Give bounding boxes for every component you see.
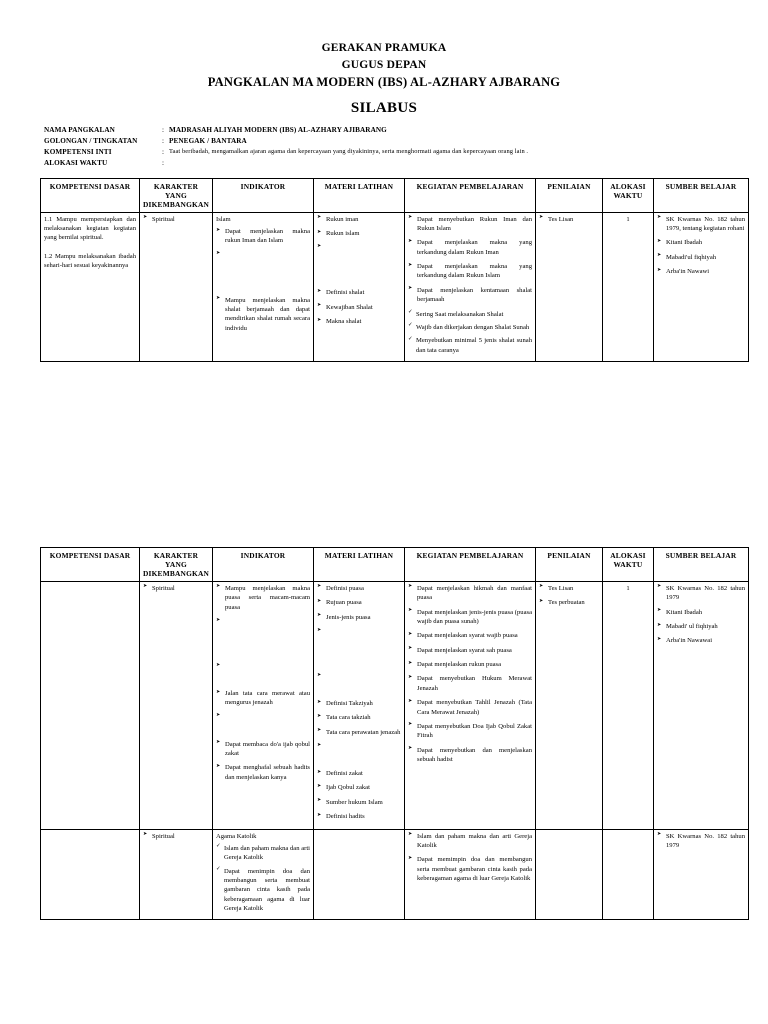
spacer [216,617,310,657]
col-header-sumber-belajar: SUMBER BELAJAR [654,547,749,581]
list-item: ➤ Dapat menjelaskan syarat sah puasa [408,646,532,655]
list-item: ➤ Definisi shalat [317,288,401,297]
list-item: ➤ Mampu menjelaskan makna shalat berjamaah dan dapat mendirikan shalat rumah secara individu [216,296,310,333]
identity-row [44,136,528,147]
kd-text: Mampu melaksanakan ibadah sehari-hari sesuai keyakinannya [44,252,137,270]
cell-indikator [213,212,314,361]
list-item: ➤ Kitani Ibadah [657,238,745,247]
col-header-penilaian: PENILAIAN [536,178,603,212]
col-header-sumber-belajar: SUMBER BELAJAR [654,178,749,212]
table-header-row [41,178,749,212]
list-item: ➤ Jenis-jenis puasa [317,613,401,622]
header-line-3: PANGKALAN MA MODERN (IBS) AL-AZHARY AJBARANG [207,75,561,90]
cell-alokasi-waktu: 1 [603,581,654,829]
list-item: ➤ Dapat menjelaskan makna rukun Iman dan Islam [216,227,310,246]
identity-row [44,125,528,136]
identity-colon: : [162,158,164,167]
list-item: ➤ SK Kwarnas No. 182 tahun 1979 [657,584,745,603]
spacer [317,742,401,764]
identity-colon: : [162,126,164,135]
list-item: ➤ Dapat menjelaskan syarat wajib puasa [408,631,532,640]
col-header-alokasi-waktu: ALOKASI WAKTU [603,178,654,212]
kd-entry [44,215,136,243]
list-item: ➤ Dapat menjelaskan makna yang terkandung dalam Rukun Iman [408,238,532,257]
list-item: ➤ Dapat menyebutkan dan menjelaskan sebuah hadist [408,746,532,765]
list-item: ➤ Dapat menjelaskan kentamaan shalat berjamaah [408,286,532,305]
cell-materi-latihan [314,212,405,361]
cell-penilaian [536,212,603,361]
list-item: ➤ SK Kwarnas No. 182 tahun 1979 [657,832,745,851]
spacer [216,662,310,684]
header-line-2: GUGUS DEPAN [341,58,427,71]
table-row [41,212,749,361]
cell-sumber-belajar [654,829,749,920]
table-row [41,581,749,829]
col-header-indikator: INDIKATOR [213,178,314,212]
list-item: ➤ Mampu menjelaskan makna puasa serta macam-macam puasa [216,584,310,612]
cell-sumber-belajar [654,581,749,829]
cell-alokasi-waktu [603,829,654,920]
table-row [41,829,749,920]
identity-value: MADRASAH ALIYAH MODERN (IBS) AL-AZHARY AJIBARANG [169,126,387,135]
list-item: ➤ Dapat menjelaskan jenis-jenis puasa (puasa wajib dan puasa sunah) [408,608,532,627]
list-item: ➤ Islam dan paham makna dan arti Gereja Katolik [408,832,532,851]
list-item: ➤ Rukun iman [317,215,401,224]
cell-karakter [140,581,213,829]
list-item: ✓ Sering Saat melaksanakan Shalat [408,310,532,319]
identity-label: ALOKASI WAKTU [44,158,108,167]
cell-kegiatan-pembelajaran [405,581,536,829]
identity-row [44,158,528,169]
col-header-materi-latihan: MATERI LATIHAN [314,547,405,581]
identity-value: Taat beribadah, mengamalkan ajaran agama dan kepercayaan yang diyakininya, serta menghormati agama dan kepercayaan orang lain . [169,148,529,156]
list-item: ➤ Rukun islam [317,229,401,238]
identity-label: GOLONGAN / TINGKATAN [44,137,138,146]
list-item: ➤ Dapat menjelaskan makna yang terkandung dalam Rukun Islam [408,262,532,281]
list-item: ➤ Rujuan puasa [317,598,401,607]
identity-colon: : [162,148,164,157]
indikator-subhead: Agama Katolik [216,832,257,840]
cell-sumber-belajar [654,212,749,361]
identity-value: PENEGAK / BANTARA [169,137,247,146]
list-item: ➤ Dapat membaca do'a ijab qobul zakat [216,740,310,759]
identity-row [44,147,528,158]
list-item: ➤ Definisi zakat [317,769,401,778]
cell-kompetensi-dasar [41,212,140,361]
list-item: ➤ Kewajiban Shalat [317,303,401,312]
col-header-materi-latihan: MATERI LATIHAN [314,178,405,212]
col-header-kegiatan-pembelajaran: KEGIATAN PEMBELAJARAN [405,178,536,212]
list-item: ➤ Tes perbuatan [539,598,599,607]
spacer [317,672,401,694]
list-item: ➤ Jalan tata cara merawat atau mengurus jenazah [216,689,310,708]
list-item: ➤ Definisi Takziyah [317,699,401,708]
cell-indikator [213,829,314,920]
list-item: ➤ Ijab Qobul zakat [317,783,401,792]
list-item: ➤ Arba'in Nawawai [657,636,745,645]
col-header-karakter: KARAKTER YANG DIKEMBANGKAN [140,178,213,212]
list-item: ✓ Menyebutkan minimal 5 jenis shalat sunah dan tata caranya [408,336,532,355]
kd-number: 1.2 [44,252,53,260]
list-item: ➤ SK Kwarnas No. 182 tahun 1979, tentang kegiatan rohani [657,215,745,234]
col-header-kompetensi-dasar: KOMPETENSI DASAR [41,547,140,581]
list-item: ➤ Dapat menyebutkan Rukun Iman dan Rukun Islam [408,215,532,234]
list-item: ➤ Spiritual [143,832,209,841]
list-item: ➤ Tata cara takziah [317,713,401,722]
list-item: ➤ Dapat menyebutkan Doa Ijab Qobul Zakat Fitrah [408,722,532,741]
list-item: ➤ Sumber hukum Islam [317,798,401,807]
spacer [216,251,310,291]
indikator-subhead: Islam [216,215,231,223]
identity-value [169,158,528,169]
list-item: ✓ Islam dan paham makna dan arti Gereja Katolik [216,844,310,863]
table-header-row [41,547,749,581]
identity-block [44,125,728,168]
page-break-gap [40,362,728,538]
silabus-table-1 [40,178,749,362]
cell-kompetensi-dasar [41,829,140,920]
cell-materi-latihan [314,581,405,829]
spacer [317,627,401,667]
list-item: ✓ Wajib dan dikerjakan dengan Shalat Sunah [408,323,532,332]
list-item: ➤ Arba'in Nawawi [657,267,745,276]
col-header-penilaian: PENILAIAN [536,547,603,581]
col-header-alokasi-waktu: ALOKASI WAKTU [603,547,654,581]
cell-materi-latihan [314,829,405,920]
list-item: ➤ Dapat menyebutkan Hukum Merawat Jenazah [408,674,532,693]
document-header [40,40,728,117]
col-header-karakter: KARAKTER YANG DIKEMBANGKAN [140,547,213,581]
list-item: ➤ Mabadi' ul fiqhiyah [657,622,745,631]
page-title: SILABUS [350,100,418,117]
list-item: ➤ Spiritual [143,584,209,593]
list-item: ➤ Kitani Ibadah [657,608,745,617]
col-header-indikator: INDIKATOR [213,547,314,581]
cell-kompetensi-dasar [41,581,140,829]
kd-number: 1.1 [44,215,53,223]
cell-penilaian [536,829,603,920]
list-item: ➤ Tes Lisan [539,215,599,224]
kd-text: Mampu mempersiapkan dan melaksanakan kegiatan kegiatan yang bernilai spiritual. [44,215,137,242]
list-item: ➤ Tata cara perawatan jenazah [317,728,401,737]
list-item: ➤ Definisi hadits [317,812,401,821]
cell-kegiatan-pembelajaran [405,829,536,920]
list-item: ➤ Dapat memimpin doa dan membangun serta membuat gambaran cinta kasih pada keberagaman agama di luar Gereja Katolik [408,855,532,883]
list-item: ➤ Tes Lisan [539,584,599,593]
identity-label: NAMA PANGKALAN [44,126,115,135]
list-item: ➤ Makna shalat [317,317,401,326]
cell-karakter [140,212,213,361]
list-item: ➤ Dapat menyebutkan Tahlil Jenazah (Tata Cara Merawat Jenazah) [408,698,532,717]
list-item: ➤ Dapat menghafal sebuah hadits dan menjelaskan kanya [216,763,310,782]
cell-karakter [140,829,213,920]
cell-indikator [213,581,314,829]
cell-alokasi-waktu: 1 [603,212,654,361]
list-item: ➤ Mabadi'ul fiqhiyah [657,253,745,262]
spacer [216,713,310,735]
col-header-kegiatan-pembelajaran: KEGIATAN PEMBELAJARAN [405,547,536,581]
list-item: ➤ Dapat menjelaskan hikmah dan manfaat puasa [408,584,532,603]
header-line-1: GERAKAN PRAMUKA [321,42,447,54]
list-item: ➤ Definisi puasa [317,584,401,593]
identity-label: KOMPETENSI INTI [44,148,112,157]
cell-penilaian [536,581,603,829]
silabus-table-2 [40,547,749,920]
list-item: ✓ Dapat menimpin doa dan membangun serta membuat gambaran cinta kasih pada keberagamaan agama di luar Gereja Katolik [216,867,310,914]
kd-entry [44,252,136,271]
col-header-kompetensi-dasar: KOMPETENSI DASAR [41,178,140,212]
list-item: ➤ Spiritual [143,215,209,224]
spacer [317,243,401,283]
identity-colon: : [162,137,164,146]
cell-kegiatan-pembelajaran [405,212,536,361]
list-item: ➤ Dapat menjelaskan rukun puasa [408,660,532,669]
